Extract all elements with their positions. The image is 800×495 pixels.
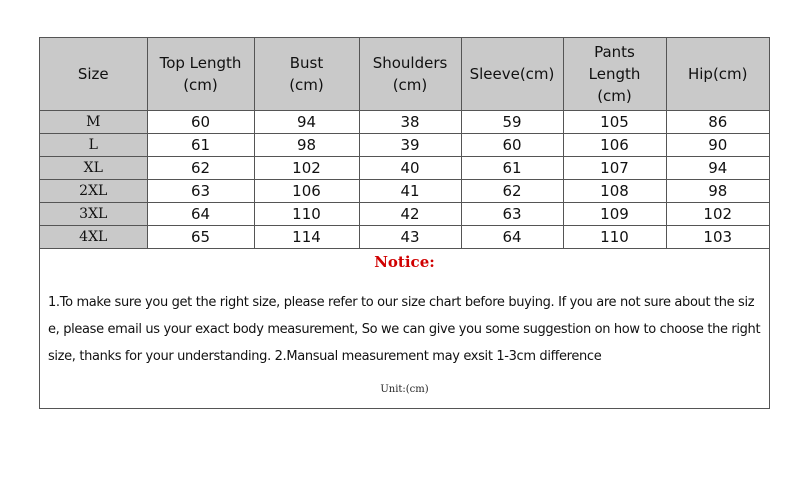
- cell-shoulders: 42: [359, 203, 461, 226]
- unit-label: Unit:(cm): [380, 384, 429, 395]
- notice-section: [40, 249, 769, 403]
- cell-size: L: [40, 134, 147, 157]
- cell-hip: 98: [666, 180, 769, 203]
- column-header-bust: [254, 38, 359, 111]
- cell-size: M: [40, 111, 147, 134]
- column-header-line: Size: [77, 65, 109, 83]
- column-header-size: [40, 38, 147, 111]
- cell-bust: 114: [254, 226, 359, 249]
- cell-bust: 110: [254, 203, 359, 226]
- cell-shoulders: 38: [359, 111, 461, 134]
- notice-title: Notice:: [374, 253, 435, 271]
- table-row: [40, 180, 769, 203]
- cell-hip: 103: [666, 226, 769, 249]
- cell-sleeve: 60: [461, 134, 563, 157]
- cell-top-length: 60: [147, 111, 254, 134]
- column-header-line: Top Length: [159, 54, 242, 72]
- cell-pants-length: 106: [563, 134, 666, 157]
- cell-shoulders: 39: [359, 134, 461, 157]
- cell-sleeve: 63: [461, 203, 563, 226]
- cell-size: 3XL: [40, 203, 147, 226]
- size-chart: [39, 37, 770, 409]
- cell-pants-length: 110: [563, 226, 666, 249]
- column-header-sleeve: [461, 38, 563, 111]
- column-header-line: (cm): [597, 87, 632, 105]
- cell-bust: 106: [254, 180, 359, 203]
- cell-bust: 94: [254, 111, 359, 134]
- cell-shoulders: 43: [359, 226, 461, 249]
- column-header-shoulders: [359, 38, 461, 111]
- column-header-line: (cm): [392, 76, 428, 94]
- column-header-line: (cm): [289, 76, 324, 94]
- table-row: [40, 203, 769, 226]
- column-header-line: Pants: [594, 43, 635, 61]
- cell-pants-length: 105: [563, 111, 666, 134]
- cell-size: XL: [40, 157, 147, 180]
- cell-hip: 86: [666, 111, 769, 134]
- cell-bust: 98: [254, 134, 359, 157]
- cell-top-length: 62: [147, 157, 254, 180]
- cell-pants-length: 107: [563, 157, 666, 180]
- column-header-line: Sleeve(cm): [469, 65, 555, 83]
- cell-size: 2XL: [40, 180, 147, 203]
- cell-sleeve: 59: [461, 111, 563, 134]
- cell-top-length: 63: [147, 180, 254, 203]
- table-header-row: [40, 38, 769, 111]
- cell-shoulders: 41: [359, 180, 461, 203]
- cell-pants-length: 108: [563, 180, 666, 203]
- column-header-line: Hip(cm): [687, 65, 748, 83]
- cell-bust: 102: [254, 157, 359, 180]
- table-row: [40, 134, 769, 157]
- cell-top-length: 61: [147, 134, 254, 157]
- cell-size: 4XL: [40, 226, 147, 249]
- column-header-line: Bust: [289, 54, 324, 72]
- cell-hip: 94: [666, 157, 769, 180]
- column-header-hip: [666, 38, 769, 111]
- table-row: [40, 111, 769, 134]
- cell-hip: 90: [666, 134, 769, 157]
- cell-sleeve: 64: [461, 226, 563, 249]
- cell-shoulders: 40: [359, 157, 461, 180]
- notice-body: 1.To make sure you get the right size, please refer to our size chart before buying. If you are not sure about the size, please email us your exact body measurement, So we can give you some suggestion on how to choose the right size, thanks for your understanding. 2.Mansual measurement may exsit 1-3cm difference: [48, 295, 761, 364]
- column-header-top-length: [147, 38, 254, 111]
- table-body: [40, 111, 769, 249]
- cell-sleeve: 62: [461, 180, 563, 203]
- column-header-line: (cm): [183, 76, 218, 94]
- cell-hip: 102: [666, 203, 769, 226]
- cell-pants-length: 109: [563, 203, 666, 226]
- column-header-line: Length: [588, 65, 641, 83]
- cell-top-length: 64: [147, 203, 254, 226]
- column-header-pants-length: [563, 38, 666, 111]
- table-row: [40, 226, 769, 249]
- table-row: [40, 157, 769, 180]
- size-table: [40, 38, 769, 249]
- cell-sleeve: 61: [461, 157, 563, 180]
- cell-top-length: 65: [147, 226, 254, 249]
- column-header-line: Shoulders: [372, 54, 448, 72]
